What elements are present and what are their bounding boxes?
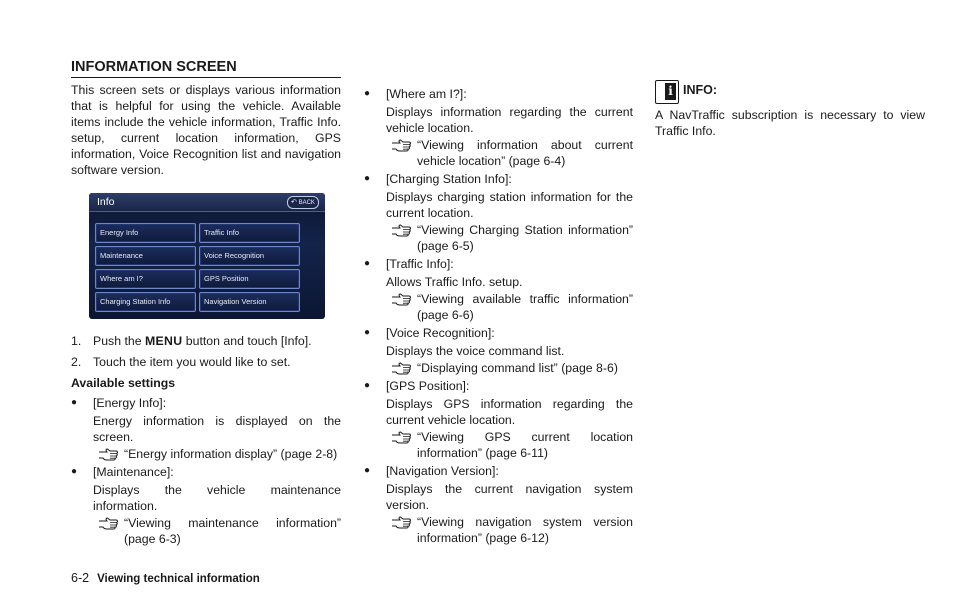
step-number: 1. [71, 334, 82, 348]
cross-reference [386, 137, 633, 169]
settings-item-label: [GPS Position]: [386, 379, 470, 393]
screen-button: Charging Station Info [95, 292, 196, 312]
info-title: INFO: [683, 83, 718, 97]
step-text-after: button and touch [Info]. [182, 334, 312, 348]
bullet: ● [364, 465, 371, 476]
cross-reference [386, 222, 633, 254]
cross-reference-text: “Viewing information about current vehicle location” (page 6-4) [417, 138, 633, 168]
settings-item-description: Displays the voice command list. [386, 344, 565, 358]
settings-item-label: [Voice Recognition]: [386, 326, 495, 340]
screen-header [89, 193, 325, 212]
settings-item [364, 86, 633, 169]
bullet: ● [71, 397, 78, 408]
cross-reference [386, 429, 633, 461]
cross-reference-text: “Viewing GPS current location information” (page 6-11) [417, 430, 633, 460]
settings-item-description: Energy information is displayed on the screen. [93, 414, 341, 444]
settings-list-right [364, 86, 633, 546]
settings-item-description: Displays the current navigation system version. [386, 482, 633, 512]
settings-item-description: Displays information regarding the current vehicle location. [386, 105, 633, 135]
info-icon-letter: i [665, 83, 676, 100]
pointing-hand-icon [391, 138, 413, 152]
intro-paragraph: This screen sets or displays various information that is helpful for using the vehicle. Available items include the vehicle information, Traffic Info. setup, current location information, GPS information, Voice Recognition list and navigation software version. [71, 83, 341, 177]
section-title: INFORMATION SCREEN [71, 58, 341, 78]
column-middle [364, 84, 633, 546]
pointing-hand-icon [391, 361, 413, 375]
screen-button: Voice Recognition [199, 246, 300, 266]
cross-reference [386, 291, 633, 323]
info-icon [655, 80, 679, 104]
settings-item [364, 171, 633, 254]
settings-item [364, 256, 633, 323]
column-right [655, 80, 925, 139]
settings-item-description: Displays the vehicle maintenance information. [93, 483, 341, 513]
page-number: 6-2 [71, 571, 90, 585]
settings-item-label: [Charging Station Info]: [386, 172, 512, 186]
cross-reference-text: “Energy information display” (page 2-8) [124, 447, 338, 461]
back-button [287, 196, 319, 209]
pointing-hand-icon [98, 447, 120, 461]
cross-reference-text: “Viewing Charging Station information” (page 6-5) [417, 223, 633, 253]
bullet: ● [364, 327, 371, 338]
pointing-hand-icon [391, 223, 413, 237]
step-text: Touch the item you would like to set. [93, 355, 291, 369]
cross-reference-text: “Viewing navigation system version information” (page 6-12) [417, 515, 633, 545]
settings-list-left [71, 395, 341, 547]
bullet: ● [364, 173, 371, 184]
settings-item [71, 464, 341, 547]
settings-item-label: [Maintenance]: [93, 465, 174, 479]
settings-item [71, 395, 341, 462]
settings-item-label: [Energy Info]: [93, 396, 167, 410]
screen-button: GPS Position [199, 269, 300, 289]
pointing-hand-icon [391, 292, 413, 306]
pointing-hand-icon [391, 430, 413, 444]
back-arrow-icon: ↶ [291, 199, 297, 206]
cross-reference [93, 515, 341, 547]
bullet: ● [364, 380, 371, 391]
page-footer [71, 571, 260, 586]
info-screen-illustration [89, 193, 325, 319]
cross-reference-text: “Viewing available traffic information” (page 6-6) [417, 292, 633, 322]
cross-reference [386, 360, 633, 376]
menu-button-label: MENU [144, 334, 183, 348]
settings-item [364, 325, 633, 376]
settings-item [364, 378, 633, 461]
back-label: BACK [298, 200, 315, 206]
pointing-hand-icon [98, 516, 120, 530]
screen-button: Where am I? [95, 269, 196, 289]
step-number: 2. [71, 355, 82, 369]
cross-reference [93, 446, 341, 462]
settings-item-label: [Traffic Info]: [386, 257, 454, 271]
cross-reference-text: “Viewing maintenance information” (page 6-3) [124, 516, 341, 546]
bullet: ● [364, 258, 371, 269]
step-item [71, 333, 341, 349]
screen-button: Energy Info [95, 223, 196, 243]
screen-button: Navigation Version [199, 292, 300, 312]
bullet: ● [364, 88, 371, 99]
settings-item [364, 463, 633, 546]
screen-button: Traffic Info [199, 223, 300, 243]
available-settings-heading: Available settings [71, 376, 176, 390]
screen-button: Maintenance [95, 246, 196, 266]
screen-title: Info [97, 196, 115, 208]
step-item [71, 354, 341, 370]
cross-reference-text: “Displaying command list” (page 8-6) [417, 361, 618, 375]
settings-item-label: [Navigation Version]: [386, 464, 499, 478]
screen-button-grid [95, 223, 300, 312]
step-text-before: Push the [93, 334, 145, 348]
bullet: ● [71, 466, 78, 477]
step-text [93, 333, 312, 349]
settings-item-label: [Where am I?]: [386, 87, 467, 101]
settings-item-description: Displays charging station information for the current location. [386, 190, 633, 220]
info-text: A NavTraffic subscription is necessary to view Traffic Info. [655, 108, 925, 138]
cross-reference [386, 514, 633, 546]
settings-item-description: Displays GPS information regarding the current vehicle location. [386, 397, 633, 427]
settings-item-description: Allows Traffic Info. setup. [386, 275, 523, 289]
column-left [71, 58, 341, 547]
pointing-hand-icon [391, 515, 413, 529]
info-header [655, 80, 925, 104]
chapter-title: Viewing technical information [97, 573, 260, 585]
steps-list [71, 333, 341, 370]
